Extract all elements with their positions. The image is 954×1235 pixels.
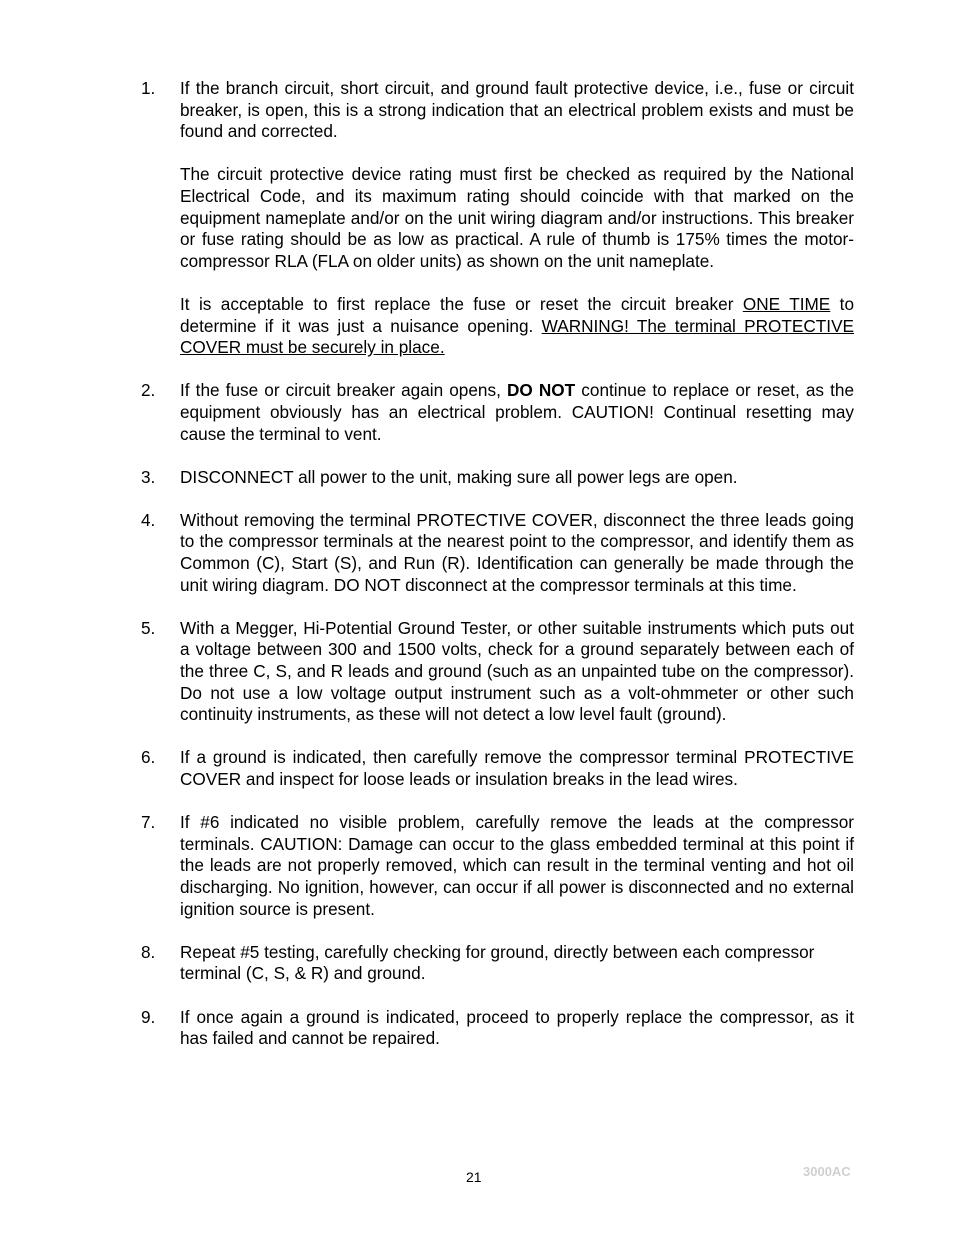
text-segment: If once again a ground is indicated, proceed to properly replace the compressor, as it has failed and cannot be repaired. (180, 1006, 854, 1049)
item-paragraph (180, 294, 854, 359)
document-code: 3000AC (803, 1164, 851, 1179)
page-number: 21 (466, 1169, 482, 1185)
list-item (141, 1007, 854, 1050)
item-paragraph (180, 380, 854, 445)
item-number: 2. (141, 380, 156, 401)
underlined-text: ONE TIME (742, 293, 831, 314)
text-segment: With a Megger, Hi-Potential Ground Tester, or other suitable instruments which puts out a voltage between 300 and 1500 volts, check for a ground separately between each of the three C, S, and R leads and ground (such as an unpainted tube on the compressor). Do not use a low voltage output instrument such as a volt-ohmmeter or other such continuity instruments, as these will not detect a low level fault (ground). (180, 617, 854, 725)
list-item (141, 747, 854, 790)
item-paragraph (180, 164, 854, 272)
text-segment: DISCONNECT all power to the unit, making sure all power legs are open. (180, 466, 738, 487)
text-segment: The circuit protective device rating must first be checked as required by the National Electrical Code, and its maximum rating should coincide with that marked on the equipment nameplate and/or on the unit wiring diagram and/or instructions. This breaker or fuse rating should be as low as practical. A rule of thumb is 175% times the motor-compressor RLA (FLA on older units) as shown on the unit nameplate. (180, 164, 854, 271)
text-segment: to determine if it was just a nuisance opening. (180, 293, 855, 336)
procedure-list (141, 78, 854, 1071)
item-paragraph (180, 812, 854, 920)
item-paragraph (180, 510, 854, 596)
item-paragraph (180, 618, 854, 726)
text-segment: If #6 indicated no visible problem, carefully remove the leads at the compressor terminals. CAUTION: Damage can occur to the glass embedded terminal at this point if the leads are not properly removed, which can result in the terminal venting and hot oil discharging. No ignition, however, can occur if all power is disconnected and no external ignition source is present. (180, 812, 854, 919)
text-segment: If a ground is indicated, then carefully remove the compressor terminal PROTECTIVE COVER and inspect for loose leads or insulation breaks in the lead wires. (180, 747, 854, 789)
text-segment: If the fuse or circuit breaker again opens, (180, 380, 507, 401)
text-segment: continue to replace or reset, as the equipment obviously has an electrical problem. CAUTION! Continual resetting may cause the terminal to vent. (180, 380, 854, 444)
item-number: 6. (141, 747, 156, 768)
item-number: 9. (141, 1006, 156, 1027)
text-segment: If the branch circuit, short circuit, and ground fault protective device, i.e., fuse or circuit breaker, is open, this is a strong indication that an electrical problem exists and must be found and corrected. (180, 78, 854, 142)
list-item (141, 78, 854, 359)
list-item (141, 812, 854, 920)
list-item (141, 467, 854, 489)
item-number: 3. (141, 466, 156, 487)
item-number: 5. (141, 617, 156, 638)
list-item (141, 942, 854, 985)
item-number: 7. (141, 812, 156, 833)
text-segment: It is acceptable to first replace the fuse or reset the circuit breaker (180, 293, 743, 314)
item-paragraph (180, 1007, 854, 1050)
item-paragraph (180, 747, 854, 790)
item-number: 4. (141, 509, 156, 530)
text-segment: Repeat #5 testing, carefully checking for ground, directly between each compressor terminal (C, S, & R) and ground. (180, 941, 815, 984)
item-paragraph (180, 467, 854, 489)
underlined-text: WARNING! The terminal PROTECTIVE COVER must be securely in place. (180, 315, 855, 358)
item-number: 8. (141, 941, 156, 962)
item-paragraph (180, 942, 854, 985)
list-item (141, 510, 854, 596)
list-item (141, 380, 854, 445)
text-segment: Without removing the terminal PROTECTIVE COVER, disconnect the three leads going to the compressor terminals at the nearest point to the compressor, and identify them as Common (C), Start (S), and Run (R). Identification can generally be made through the unit wiring diagram. DO NOT disconnect at the compressor terminals at this time. (180, 509, 854, 595)
list-item (141, 618, 854, 726)
item-number: 1. (141, 78, 156, 98)
bold-text: DO NOT (506, 380, 576, 401)
item-paragraph (180, 78, 854, 143)
